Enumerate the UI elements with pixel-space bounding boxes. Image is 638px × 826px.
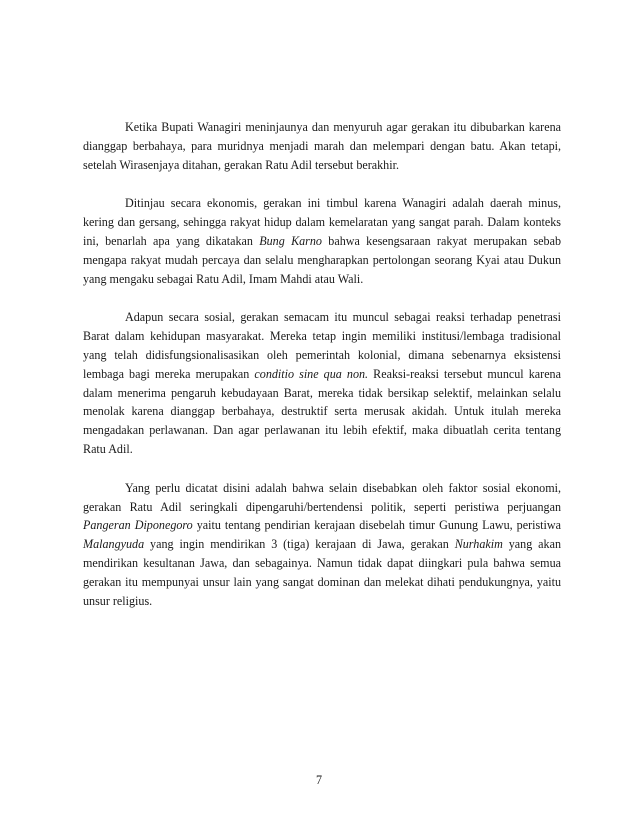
text-run: yang akan mendirikan kesultanan Jawa, dan sebagainya. Namun tidak dapat diingkari pula bahwa semua gerakan itu mempunyai unsur lain yang sangat dominan dan melekat dihati pendukungnya, yaitu unsur religius. xyxy=(83,537,562,608)
text-run: Ditinjau secara ekonomis, gerakan ini timbul karena Wanagiri adalah daerah minus, kering dan gersang, sehingga rakyat hidup dalam kemelaratan yang sangat parah. Dalam konteks ini, benarlah apa yang dikatakan xyxy=(83,196,561,248)
italic-term: conditio sine qua non. xyxy=(254,366,369,381)
page-number: 7 xyxy=(315,773,323,787)
text-run: bahwa kesengsaraan rakyat merupakan sebab mengapa rakyat mudah percaya dan selalu mengharapkan pertolongan seorang Kyai atau Dukun yang mengaku sebagai Ratu Adil, Imam Mahdi atau Wali. xyxy=(83,233,562,286)
text-run: Reaksi-reaksi tersebut muncul karena dalam menerima pengaruh kebudayaan Barat, mereka tidak bersikap selektif, melainkan selalu menolak karena dianggap berbahaya, destruktif serta merusak akidah. Untuk itulah mereka mengadakan perlawanan. Dan agar perlawanan itu lebih efektif, maka dibuatlah cerita tentang Ratu Adil. xyxy=(83,366,561,456)
italic-term: Nurhakim xyxy=(454,537,503,552)
document-body xyxy=(83,118,561,610)
paragraph-ekonomis xyxy=(83,194,561,288)
text-run: Yang perlu dicatat disini adalah bahwa selain disebabkan oleh faktor sosial ekonomi, gerakan Ratu Adil seringkali dipengaruhi/bertendensi politik, seperti peristiwa perjuangan xyxy=(83,480,561,514)
italic-term: Malangyuda xyxy=(83,537,145,552)
paragraph-politik xyxy=(83,479,561,611)
italic-term: Pangeran Diponegoro xyxy=(83,518,193,533)
text-run: Ketika Bupati Wanagiri meninjaunya dan menyuruh agar gerakan itu dibubarkan karena dianggap berbahaya, para muridnya menjadi marah dan melempari dengan batu. Akan tetapi, setelah Wirasenjaya ditahan, gerakan Ratu Adil tersebut berakhir. xyxy=(83,120,561,172)
paragraph-bupati-wanagiri xyxy=(83,118,561,174)
text-run: Adapun secara sosial, gerakan semacam itu muncul sebagai reaksi terhadap penetrasi Barat dalam kehidupan masyarakat. Mereka tetap ingin memiliki institusi/lembaga tradisional yang telah didisfungsionalisasikan oleh pemerintah kolonial, dimana sebenarnya eksistensi lembaga bagi mereka merupakan xyxy=(83,310,561,381)
text-run: yang ingin mendirikan 3 (tiga) kerajaan di Jawa, gerakan xyxy=(144,537,455,552)
text-run: yaitu tentang pendirian kerajaan disebelah timur Gunung Lawu, peristiwa xyxy=(192,518,561,533)
paragraph-sosial xyxy=(83,308,561,458)
italic-term: Bung Karno xyxy=(259,233,322,248)
